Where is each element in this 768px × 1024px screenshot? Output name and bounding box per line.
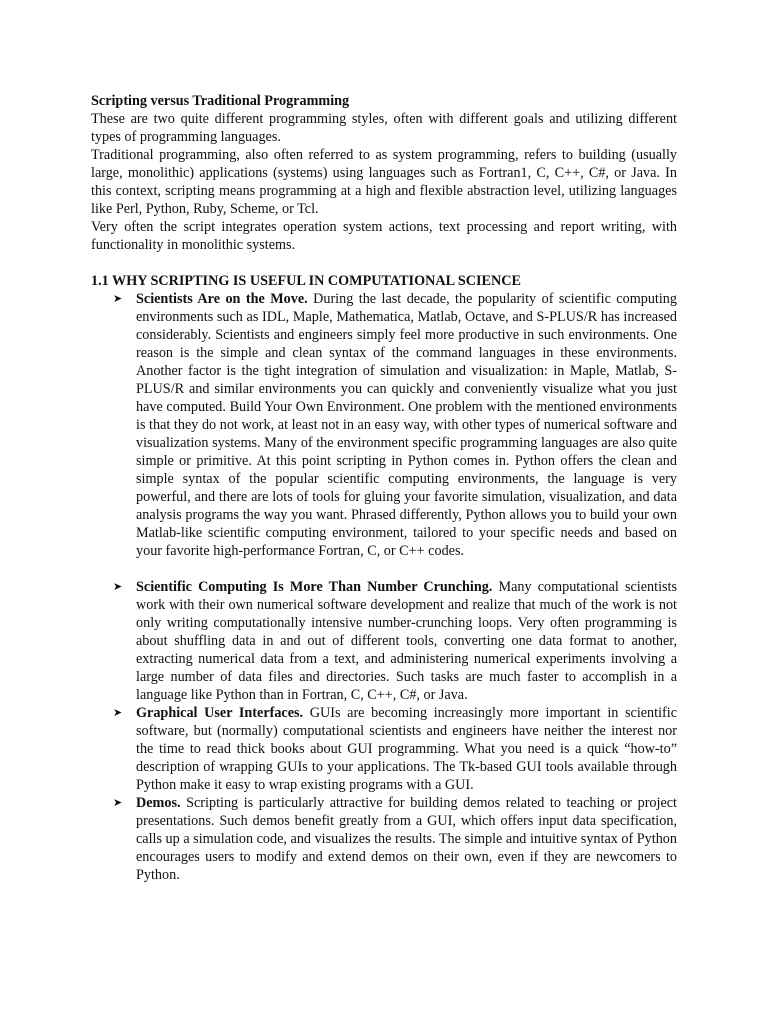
bullet-text: GUIs are becoming increasingly more important in scientific software, but (normally) computational scientists and engineers have neither the interest nor the time to read thick books about GUI programming. What you need is a quick “how-to” description of wrapping GUIs to your applications. The Tk-based GUI tools available through Python make it easy to wrap existing programs with a GUI.	[136, 705, 677, 793]
list-item	[91, 578, 677, 704]
bullet-list	[91, 290, 677, 884]
arrow-bullet-icon: ➤	[113, 706, 123, 719]
list-item	[91, 290, 677, 560]
section-heading: 1.1 WHY SCRIPTING IS USEFUL IN COMPUTATIONAL SCIENCE	[91, 273, 521, 289]
list-item	[91, 794, 677, 884]
intro-paragraph: These are two quite different programming styles, often with different goals and utilizing different types of programming languages.	[91, 111, 677, 145]
bullet-text: During the last decade, the popularity of scientific computing environments such as IDL, Maple, Mathematica, Matlab, Octave, and S-PLUS/R has increased considerably. Scientists and engineers simply feel more productive in such environments. One reason is the simple and clean syntax of the command languages in these environments. Another factor is the tight integration of simulation and visualization: in Maple, Matlab, S-PLUS/R and similar environments you can quickly and conveniently visualize what you just have computed. Build Your Own Environment. One problem with the mentioned environments is that they do not work, at least not in an easy way, with other types of numerical software and visualization systems. Many of the environment specific programming languages are also quite simple or primitive. At this point scripting in Python comes in. Python offers the clean and simple syntax of the popular scientific computing environments, the language is very powerful, and there are lots of tools for gluing your favorite simulation, visualization, and data analysis programs the way you want. Phrased differently, Python allows you to build your own Matlab-like scientific computing environment, tailored to your specific needs and based on your favorite high-performance Fortran, C, or C++ codes.	[136, 291, 677, 559]
list-item	[91, 704, 677, 794]
bullet-lead: Scientific Computing Is More Than Number Crunching.	[136, 579, 493, 595]
bullet-lead: Scientists Are on the Move.	[136, 291, 308, 307]
traditional-programming-paragraph: Traditional programming, also often referred to as system programming, refers to building (usually large, monolithic) applications (systems) using languages such as Fortran1, C, C++, C#, or Java. In this context, scripting means programming at a high and flexible abstraction level, utilizing languages like Perl, Python, Ruby, Scheme, or Tcl.	[91, 147, 677, 217]
script-integration-paragraph: Very often the script integrates operation system actions, text processing and report writing, with functionality in monolithic systems.	[91, 219, 677, 253]
bullet-text: Scripting is particularly attractive for building demos related to teaching or project presentations. Such demos benefit greatly from a GUI, which offers input data specification, calls up a simulation code, and visualizes the results. The simple and intuitive syntax of Python encourages users to modify and extend demos on their own, even if they are newcomers to Python.	[136, 795, 677, 883]
arrow-bullet-icon: ➤	[113, 580, 123, 593]
bullet-text: Many computational scientists work with their own numerical software development and realize that much of the work is not only writing computationally intensive number-crunching loops. Very often programming is about shuffling data in and out of different tools, converting one data format to another, extracting numerical data from a text, and administering numerical experiments involving a large number of data files and directories. Such tasks are much faster to accomplish in a language like Python than in Fortran, C, C++, C#, or Java.	[136, 579, 677, 703]
document-page	[91, 92, 677, 884]
arrow-bullet-icon: ➤	[113, 796, 123, 809]
bullet-lead: Graphical User Interfaces.	[136, 705, 304, 721]
arrow-bullet-icon: ➤	[113, 292, 123, 305]
bullet-lead: Demos.	[136, 795, 181, 811]
document-title: Scripting versus Traditional Programming	[91, 93, 350, 109]
